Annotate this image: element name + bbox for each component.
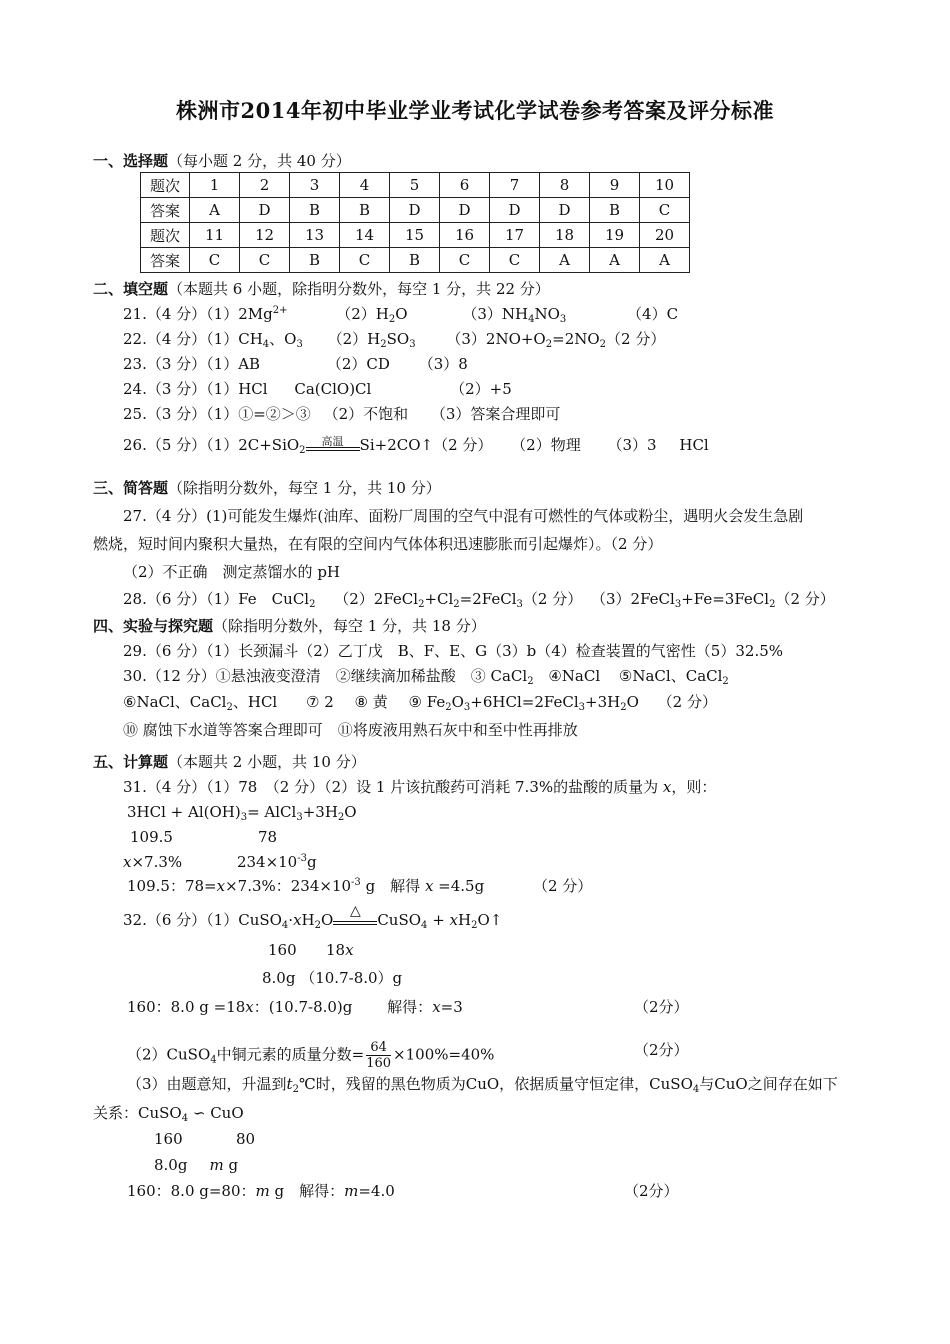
answer-32-part3-line2: 关系：CuSO$_4$ ∽ CuO	[93, 1104, 244, 1124]
answer-32-solution-1: 160：8.0 g =18x：(10.7-8.0)g 解得：x=3	[127, 998, 463, 1016]
table-cell: D	[240, 198, 290, 223]
fraction: $\frac{64}{160}$	[366, 1040, 392, 1071]
table-row-header: 答案	[141, 198, 190, 223]
table-cell: 4	[340, 173, 390, 198]
answer-31-row3: x×7.3% $234\times 10^{-3}g$	[123, 853, 317, 871]
score-32-3: （2分）	[624, 1182, 679, 1200]
table-cell: 5	[390, 173, 440, 198]
table-cell: D	[490, 198, 540, 223]
answer-32-molar-2: 18x	[326, 941, 354, 959]
answer-30-line3: ⑩ 腐蚀下水道等答案合理即可 ⑪将废液用熟石灰中和至中性再排放	[123, 721, 578, 739]
score-32-2: （2分）	[634, 1041, 689, 1059]
section-heading-4: 四、实验与探究题（除指明分数外，每空 1 分，共 18 分）	[93, 617, 486, 635]
answer-32-masses-2: 8.0g m g	[154, 1156, 239, 1174]
answer-32-molar-1: 160	[268, 941, 297, 959]
table-cell: B	[340, 198, 390, 223]
table-cell: A	[590, 248, 640, 273]
table-row	[141, 223, 690, 248]
table-cell: 12	[240, 223, 290, 248]
table-cell: 19	[590, 223, 640, 248]
answer-32-part2: （2）CuSO$_4$中铜元素的质量分数= $\frac{64}{160}$ ×100%=40%	[127, 1040, 495, 1071]
table-cell: C	[240, 248, 290, 273]
table-cell: D	[440, 198, 490, 223]
answer-32-part3-line1: （3）由题意知，升温到$t_2℃$时，残留的黑色物质为CuO，依据质量守恒定律，CuSO$_4$与CuO之间存在如下	[127, 1075, 838, 1095]
table-cell: 9	[590, 173, 640, 198]
table-cell: 15	[390, 223, 440, 248]
answer-24: 24.（3 分）（1）HCl Ca(ClO)Cl （2）+5	[123, 380, 512, 398]
table-row	[141, 248, 690, 273]
table-cell: A	[540, 248, 590, 273]
table-row-header: 题次	[141, 173, 190, 198]
table-cell: D	[390, 198, 440, 223]
table-cell: A	[640, 248, 690, 273]
table-row	[141, 173, 690, 198]
answer-30-line1: 30.（12 分）①悬浊液变澄清 ②继续滴加稀盐酸 ③ CaCl$_2$ ④NaCl ⑤NaCl、CaCl$_2$	[123, 667, 729, 687]
table-cell: 6	[440, 173, 490, 198]
table-cell: A	[190, 198, 240, 223]
answer-32-equation: 32.（6 分）$(1)CuSO_4\cdot xH_2O$ △ CuSO$_4$ + $xH_2O↑$	[123, 903, 503, 931]
section-heading-3: 三、简答题（除指明分数外，每空 1 分，共 10 分）	[93, 479, 441, 497]
table-cell: 18	[540, 223, 590, 248]
answer-30-line2: ⑥NaCl、CaCl$_2$、HCl ⑦ 2 ⑧ 黄 ⑨ $Fe_2O_3+6HCl=2FeCl_3+3H_2O$ （2 分）	[123, 693, 717, 713]
table-row	[141, 198, 690, 223]
answer-28: 28.（6 分）（1）Fe CuCl$_2$ $(2)2FeCl_2+Cl_2=2FeCl_3(2$ 分） （3）2FeCl$_3$+Fe=3FeCl$_2$（2 分）	[123, 590, 835, 610]
table-cell: 8	[540, 173, 590, 198]
table-cell: C	[640, 198, 690, 223]
section-heading-5: 五、计算题（本题共 2 小题，共 10 分）	[93, 753, 366, 771]
table-cell: 10	[640, 173, 690, 198]
answer-31-equation: $3HCl + Al(OH)_3=$ $AlCl_3+3H_2O$	[127, 803, 357, 823]
answer-table	[140, 172, 690, 273]
table-cell: B	[590, 198, 640, 223]
answer-23: 23.（3 分）（1）AB （2）CD （3）8	[123, 355, 468, 373]
table-cell: C	[490, 248, 540, 273]
answer-31-molar-1: 109.5	[130, 828, 173, 846]
heat-condition: △	[333, 911, 377, 931]
answer-31-line1: 31.（4 分）（1）78 （2 分）（2）设 1 片该抗酸药可消耗 7.3%的盐酸的质量为 x，则：	[123, 778, 717, 796]
table-cell: 14	[340, 223, 390, 248]
answer-31-solution: 109.5：78=x×7.3%：$234\times 10^{-3}$ g 解得 x =4.5g （2 分）	[127, 877, 593, 895]
answer-32-molar-4: 80	[236, 1130, 256, 1148]
section-heading-2: 二、填空题（本题共 6 小题，除指明分数外，每空 1 分，共 22 分）	[93, 280, 550, 298]
table-cell: 13	[290, 223, 340, 248]
table-cell: B	[290, 198, 340, 223]
answer-29: 29.（6 分）（1）长颈漏斗（2）乙丁戊 B、F、E、G（3）b（4）检查装置的气密性（5）32.5%	[123, 642, 784, 660]
table-cell: 20	[640, 223, 690, 248]
answer-32-solution-3: 160：8.0 g=80：m g 解得：m=4.0	[127, 1182, 395, 1200]
table-cell: B	[390, 248, 440, 273]
table-cell: 11	[190, 223, 240, 248]
table-row-header: 答案	[141, 248, 190, 273]
answer-31-molar-2: 78	[258, 828, 278, 846]
answer-25: 25.（3 分）（1）①=②＞③ （2）不饱和 （3）答案合理即可	[123, 405, 561, 423]
page-title: 株洲市2014年初中毕业学业考试化学试卷参考答案及评分标准	[176, 98, 774, 123]
table-cell: C	[190, 248, 240, 273]
answer-21: 21.（4 分）$(1)2Mg^{2+}$ $(2)H_2O$ $(3)NH_4NO_3$ （4）C	[123, 305, 679, 325]
table-row-header: 题次	[141, 223, 190, 248]
reaction-condition: 高温	[306, 436, 360, 456]
table-cell: C	[340, 248, 390, 273]
table-cell: 7	[490, 173, 540, 198]
answer-32-masses: 8.0g （10.7-8.0）g	[262, 969, 403, 987]
answer-22: 22.（4 分）$(1)CH_4$、$O_3$ $(2)H_2SO_3$ $(3)2NO+O_2=2NO_2(2$ 分）	[123, 330, 666, 350]
table-cell: 1	[190, 173, 240, 198]
table-cell: 17	[490, 223, 540, 248]
answer-27-line1: 27.（4 分）(1)可能发生爆炸(油库、面粉厂周围的空气中混有可燃性的气体或粉尘，遇明火会发生急剧	[123, 507, 804, 525]
score-32-1: （2分）	[634, 998, 689, 1016]
table-cell: C	[440, 248, 490, 273]
answer-32-molar-3: 160	[154, 1130, 183, 1148]
table-cell: B	[290, 248, 340, 273]
answer-27-line2: 燃烧，短时间内聚积大量热，在有限的空间内气体体积迅速膨胀而引起爆炸）。（2 分）	[93, 535, 663, 553]
answer-26: 26.（5 分）（1）2C+SiO$_2$ 高温 Si+2CO↑（2 分） （2）物理 （3）3 HCl	[123, 435, 709, 456]
table-cell: 16	[440, 223, 490, 248]
table-cell: D	[540, 198, 590, 223]
table-cell: 3	[290, 173, 340, 198]
table-cell: 2	[240, 173, 290, 198]
section-heading-1: 一、选择题（每小题 2 分，共 40 分）	[93, 152, 351, 170]
answer-27-line3: （2）不正确 测定蒸馏水的 pH	[123, 563, 340, 581]
